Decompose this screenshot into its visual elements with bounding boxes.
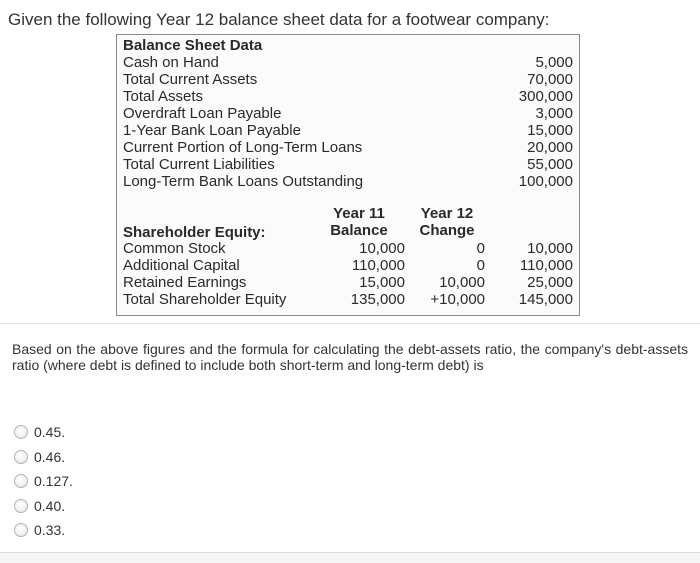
answer-option-5[interactable]: [14, 518, 73, 543]
header-line: Year 11: [333, 205, 385, 222]
row-value: 100,000: [518, 173, 573, 190]
change-value: 0: [476, 257, 485, 274]
answer-option-3[interactable]: [14, 469, 73, 494]
table-row: [123, 241, 573, 258]
table-row: [123, 72, 573, 89]
year11-value: 110,000: [351, 257, 405, 274]
row-label: Current Portion of Long-Term Loans: [123, 139, 363, 156]
row-label: Long-Term Bank Loans Outstanding: [123, 173, 364, 190]
question-text: Given the following Year 12 balance sheet data for a footwear company:: [8, 10, 550, 29]
row-label: Total Shareholder Equity: [123, 291, 287, 308]
row-value: 55,000: [527, 156, 573, 173]
change-value: 0: [476, 240, 485, 257]
row-label: Total Current Liabilities: [123, 156, 275, 173]
table-row: [123, 292, 573, 309]
row-value: 70,000: [527, 71, 573, 88]
row-label: Total Assets: [123, 88, 204, 105]
row-value: 15,000: [527, 122, 573, 139]
row-label: Overdraft Loan Payable: [123, 105, 282, 122]
radio-button[interactable]: [14, 450, 28, 464]
row-label: Retained Earnings: [123, 274, 247, 291]
option-label: 0.45.: [34, 424, 66, 441]
year12-value: 10,000: [527, 240, 573, 257]
option-label: 0.127.: [34, 473, 73, 490]
table-row: [123, 275, 573, 292]
radio-button[interactable]: [14, 499, 28, 513]
question-prompt: Based on the above figures and the formula for calculating the debt-assets ratio, the company's debt-assets ratio (where debt is defined to include both short-term and long-term debt) is: [12, 341, 688, 373]
table-row: [123, 89, 573, 106]
year12-value: 110,000: [519, 257, 573, 274]
change-value: +10,000: [430, 291, 485, 308]
table-row: [123, 123, 573, 140]
option-label: 0.40.: [34, 497, 66, 514]
row-value: 300,000: [518, 88, 573, 105]
header-line: Balance: [330, 221, 388, 239]
radio-button[interactable]: [14, 474, 28, 488]
year11-value: 10,000: [359, 240, 405, 257]
option-label: 0.33.: [34, 522, 66, 539]
row-label: Common Stock: [123, 240, 226, 257]
row-label: Cash on Hand: [123, 54, 219, 71]
answer-option-4[interactable]: [14, 494, 73, 519]
table-row: [123, 140, 573, 157]
year12-value: 25,000: [527, 274, 573, 291]
option-label: 0.46.: [34, 448, 66, 465]
year11-value: 15,000: [359, 274, 405, 291]
balance-sheet-table: [116, 34, 580, 316]
row-label: 1-Year Bank Loan Payable: [123, 122, 301, 139]
table-row: [123, 106, 573, 123]
table-row: [123, 258, 573, 275]
header-line: Change: [419, 221, 475, 239]
table-row: [123, 157, 573, 174]
row-label: Total Current Assets: [123, 71, 258, 88]
radio-button[interactable]: [14, 523, 28, 537]
equity-title: Shareholder Equity:: [123, 224, 266, 241]
column-header-year11: [323, 206, 395, 240]
header-line: Year 12: [420, 205, 474, 222]
table-row: [123, 174, 573, 191]
row-value: 5,000: [535, 54, 573, 71]
table-row: [123, 55, 573, 72]
row-value: 20,000: [527, 139, 573, 156]
section-divider: [0, 323, 700, 324]
answer-option-2[interactable]: [14, 445, 73, 470]
bottom-bar: [0, 552, 700, 563]
balance-sheet-title: Balance Sheet Data: [123, 37, 263, 54]
row-value: 3,000: [535, 105, 573, 122]
column-header-year12-change: [409, 206, 485, 240]
year11-value: 135,000: [350, 291, 405, 308]
radio-button[interactable]: [14, 425, 28, 439]
row-label: Additional Capital: [123, 257, 240, 274]
answer-option-1[interactable]: [14, 420, 73, 445]
year12-value: 145,000: [518, 291, 573, 308]
answer-options: [14, 420, 73, 543]
change-value: 10,000: [439, 274, 485, 291]
